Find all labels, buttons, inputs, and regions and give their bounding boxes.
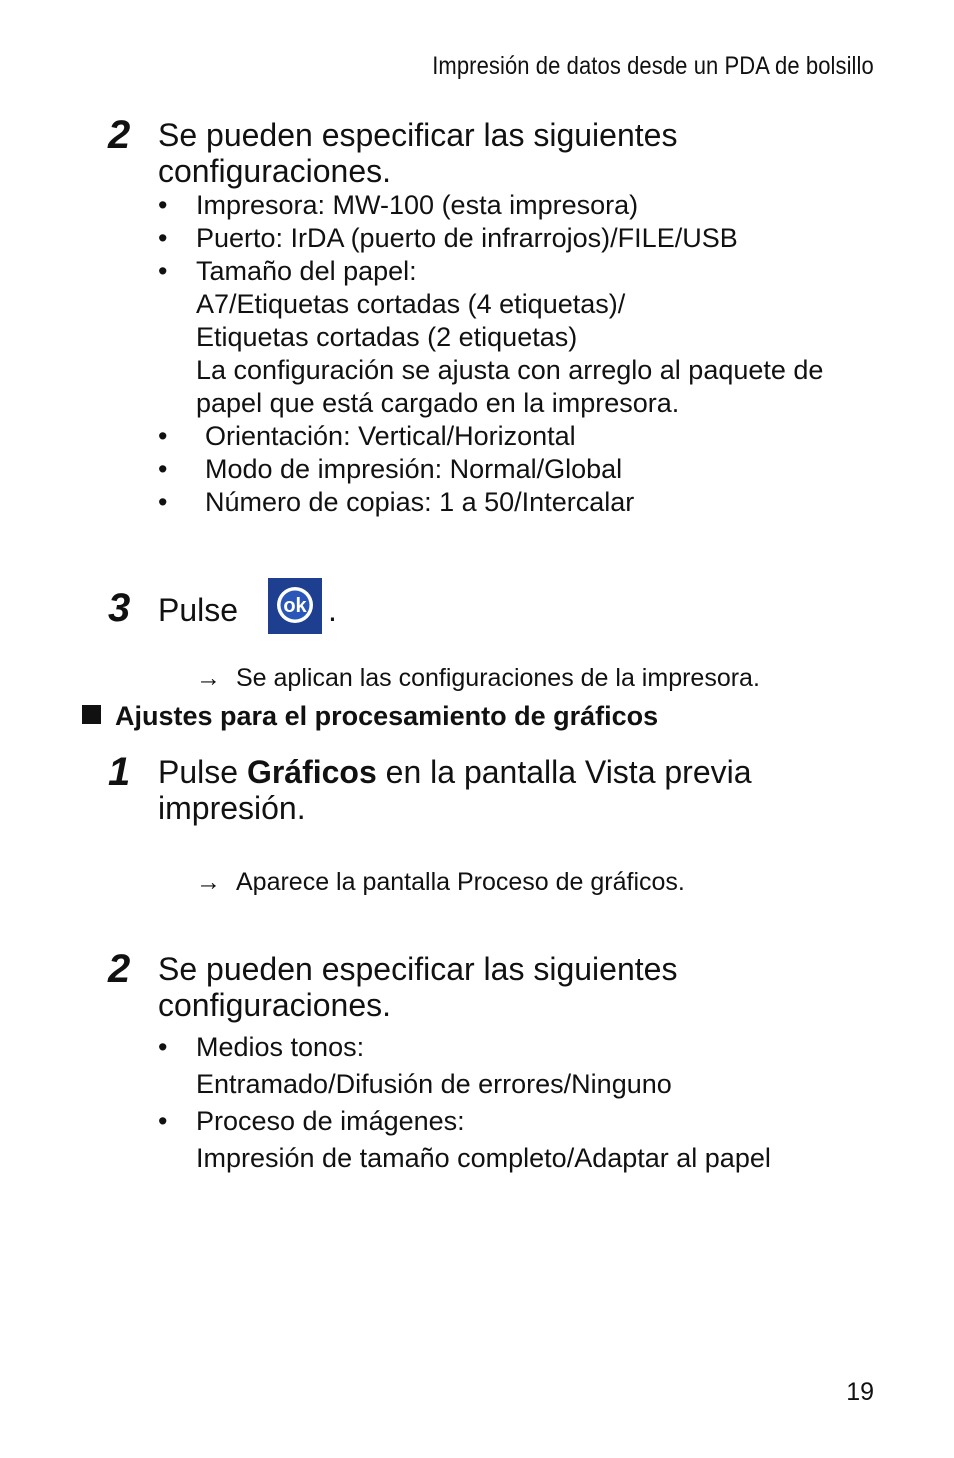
ok-icon[interactable]	[268, 578, 322, 634]
step-text-line-1: Se pueden especificar las siguientes	[158, 951, 678, 987]
running-header: Impresión de datos desde un PDA de bolsillo	[432, 52, 874, 80]
step-text	[158, 117, 677, 189]
list-item-orientation: • Orientación: Vertical/Horizontal	[158, 420, 823, 453]
list-item-copies: • Número de copias: 1 a 50/Intercalar	[158, 486, 823, 519]
halftone-values: Entramado/Difusión de errores/Ninguno	[196, 1069, 672, 1099]
list-item-halftone	[158, 1029, 771, 1103]
image-process-label: • Proceso de imágenes:	[196, 1106, 465, 1136]
result-text: Aparece la pantalla Proceso de gráficos.	[236, 868, 685, 896]
ok-icon-graphic	[268, 578, 322, 634]
step-text-post: en la pantalla Vista previa	[376, 754, 752, 790]
step-number: 2	[108, 947, 131, 991]
step-text-line-2: configuraciones.	[158, 987, 392, 1023]
list-item-paper-size	[158, 255, 823, 420]
list-item-printer: • Impresora: MW-100 (esta impresora)	[158, 189, 823, 222]
step-1-result	[196, 868, 685, 897]
step-3-result	[196, 664, 760, 693]
step-text-line-2: configuraciones.	[158, 153, 392, 189]
step-text	[158, 951, 677, 1023]
graphics-keyword: Gráficos	[246, 754, 377, 790]
paper-size-line-3: La configuración se ajusta con arreglo al paquete de	[196, 355, 824, 385]
step-text-line-1	[158, 754, 752, 790]
step-text-line-2: impresión.	[158, 790, 306, 826]
step-number: 3	[108, 586, 131, 630]
step-text-line-1: Se pueden especificar las siguientes	[158, 117, 678, 153]
square-bullet-icon	[82, 705, 101, 724]
list-item-image-process	[158, 1103, 771, 1177]
image-process-values: Impresión de tamaño completo/Adaptar al papel	[196, 1143, 771, 1173]
paper-size-line-1: A7/Etiquetas cortadas (4 etiquetas)/	[196, 289, 626, 319]
graphics-settings-list	[158, 1029, 771, 1177]
printer-settings-list	[158, 189, 823, 519]
page-number: 19	[846, 1378, 874, 1406]
paper-size-line-2: Etiquetas cortadas (2 etiquetas)	[196, 322, 578, 352]
result-arrow: →	[196, 868, 221, 896]
list-item-port: • Puerto: IrDA (puerto de infrarrojos)/FILE/USB	[158, 222, 823, 255]
section-title	[82, 701, 658, 732]
section-title-text: Ajustes para el procesamiento de gráficos	[115, 701, 659, 731]
paper-size-line-4: papel que está cargado en la impresora.	[196, 388, 680, 418]
result-arrow: →	[196, 664, 221, 692]
step-number: 1	[108, 750, 131, 794]
step-number: 2	[108, 113, 131, 157]
step-text	[158, 754, 752, 826]
step-3-period: .	[328, 592, 337, 628]
paper-size-label: • Tamaño del papel:	[196, 256, 417, 286]
halftone-label: • Medios tonos:	[196, 1032, 365, 1062]
list-item-print-mode: • Modo de impresión: Normal/Global	[158, 453, 823, 486]
step-text-pre: Pulse	[158, 754, 247, 790]
result-text: Se aplican las configuraciones de la impresora.	[236, 664, 760, 692]
step-text: Pulse	[158, 592, 239, 628]
ok-icon-label: ok	[283, 595, 307, 617]
